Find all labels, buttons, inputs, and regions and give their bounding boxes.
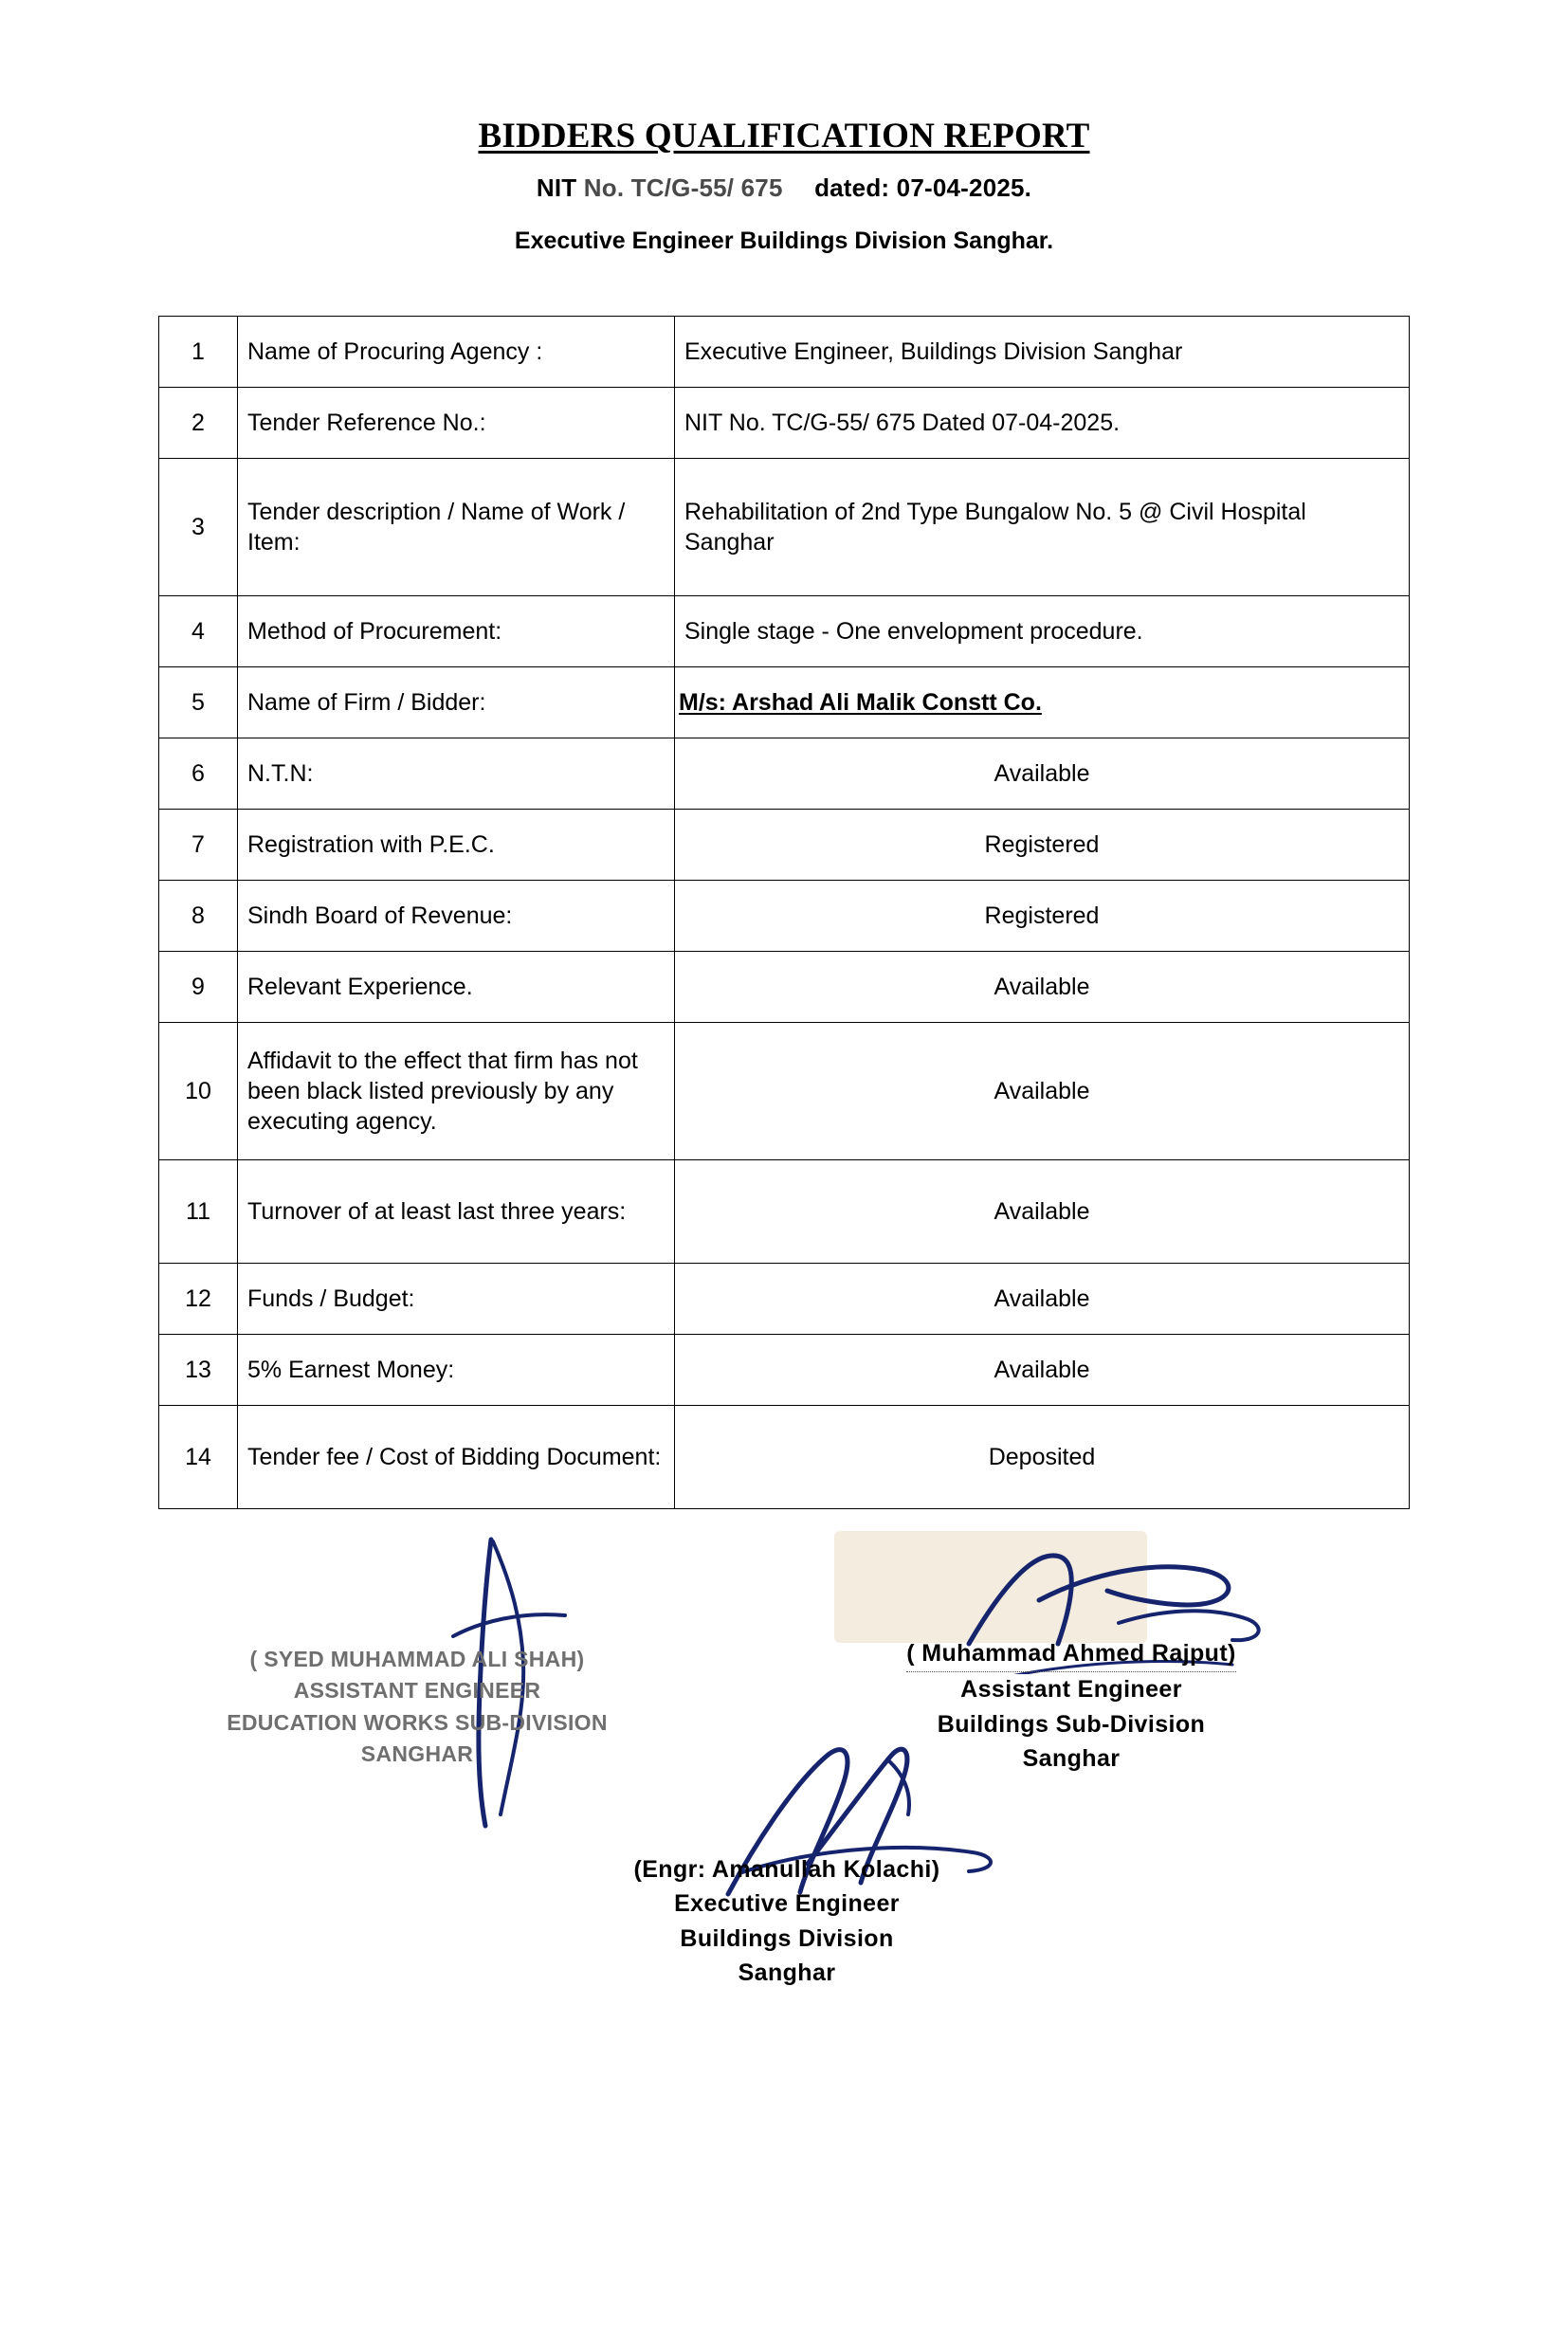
row-label: Registration with P.E.C. bbox=[238, 810, 675, 881]
row-label: Tender fee / Cost of Bidding Document: bbox=[238, 1406, 675, 1509]
table-row bbox=[159, 1264, 1410, 1335]
row-serial: 14 bbox=[159, 1406, 238, 1509]
row-label: Turnover of at least last three years: bbox=[238, 1160, 675, 1264]
signature-right-name-text: ( Muhammad Ahmed Rajput) bbox=[906, 1636, 1236, 1672]
qualification-table-wrap bbox=[158, 316, 1410, 1509]
row-value: Rehabilitation of 2nd Type Bungalow No. 5 @ Civil Hospital Sanghar bbox=[675, 459, 1410, 596]
row-label: Tender Reference No.: bbox=[238, 388, 675, 459]
row-serial: 5 bbox=[159, 667, 238, 738]
nit-reference: No. TC/G-55/ 675 bbox=[583, 173, 783, 202]
row-serial: 8 bbox=[159, 881, 238, 952]
row-value: Registered bbox=[675, 810, 1410, 881]
signature-bottom-place: Sanghar bbox=[738, 1959, 836, 1986]
row-value: NIT No. TC/G-55/ 675 Dated 07-04-2025. bbox=[675, 388, 1410, 459]
row-value: Available bbox=[675, 738, 1410, 810]
row-serial: 2 bbox=[159, 388, 238, 459]
row-label: Tender description / Name of Work / Item: bbox=[238, 459, 675, 596]
signature-block-left bbox=[190, 1644, 645, 1770]
row-value: Available bbox=[675, 1335, 1410, 1406]
row-value: Available bbox=[675, 1023, 1410, 1160]
row-value: Registered bbox=[675, 881, 1410, 952]
row-serial: 4 bbox=[159, 596, 238, 667]
signature-block-right bbox=[815, 1636, 1327, 1776]
signature-right-designation: Assistant Engineer bbox=[960, 1676, 1182, 1704]
table-row bbox=[159, 952, 1410, 1023]
signature-right-place: Sanghar bbox=[1022, 1744, 1121, 1772]
row-value: Deposited bbox=[675, 1406, 1410, 1509]
row-label: Relevant Experience. bbox=[238, 952, 675, 1023]
office-line: Executive Engineer Buildings Division Sanghar. bbox=[514, 228, 1054, 254]
row-serial: 11 bbox=[159, 1160, 238, 1264]
row-serial: 3 bbox=[159, 459, 238, 596]
signature-bottom-division: Buildings Division bbox=[680, 1924, 894, 1952]
page-title: BIDDERS QUALIFICATION REPORT bbox=[478, 117, 1090, 155]
signature-left-place: SANGHAR bbox=[360, 1741, 474, 1767]
row-label: Funds / Budget: bbox=[238, 1264, 675, 1335]
row-label: Method of Procurement: bbox=[238, 596, 675, 667]
signature-bottom-designation: Executive Engineer bbox=[674, 1890, 900, 1918]
nit-date: dated: 07-04-2025. bbox=[814, 173, 1032, 202]
row-value: Single stage - One envelopment procedure. bbox=[675, 596, 1410, 667]
document-header bbox=[0, 116, 1568, 255]
signature-left-designation: ASSISTANT ENGINEER bbox=[293, 1678, 541, 1704]
row-serial: 1 bbox=[159, 317, 238, 388]
row-serial: 9 bbox=[159, 952, 238, 1023]
table-row bbox=[159, 1023, 1410, 1160]
signature-left-name: ( SYED MUHAMMAD ALI SHAH) bbox=[249, 1647, 585, 1671]
row-serial: 13 bbox=[159, 1335, 238, 1406]
row-serial: 7 bbox=[159, 810, 238, 881]
row-value: Available bbox=[675, 1264, 1410, 1335]
nit-label: NIT bbox=[536, 173, 577, 202]
row-serial: 6 bbox=[159, 738, 238, 810]
row-value-bidder bbox=[675, 667, 1410, 738]
row-label: N.T.N: bbox=[238, 738, 675, 810]
signature-bottom-name: (Engr: Amanullah Kolachi) bbox=[633, 1856, 940, 1883]
signature-right-name bbox=[815, 1636, 1327, 1672]
row-label: Affidavit to the effect that firm has not been black listed previously by any executing agency. bbox=[238, 1023, 675, 1160]
table-row bbox=[159, 738, 1410, 810]
table-row bbox=[159, 881, 1410, 952]
table-row bbox=[159, 667, 1410, 738]
document-page bbox=[0, 116, 1568, 2333]
signature-block-bottom bbox=[531, 1852, 1043, 1990]
table-row bbox=[159, 1335, 1410, 1406]
table-row bbox=[159, 388, 1410, 459]
table-row bbox=[159, 317, 1410, 388]
row-serial: 10 bbox=[159, 1023, 238, 1160]
row-value: Available bbox=[675, 1160, 1410, 1264]
nit-line bbox=[0, 173, 1568, 203]
signature-area bbox=[0, 1530, 1568, 2023]
row-label: Sindh Board of Revenue: bbox=[238, 881, 675, 952]
row-label: 5% Earnest Money: bbox=[238, 1335, 675, 1406]
bidder-firm-name: M/s: Arshad Ali Malik Constt Co. bbox=[679, 689, 1042, 716]
row-value: Available bbox=[675, 952, 1410, 1023]
table-row bbox=[159, 459, 1410, 596]
table-row bbox=[159, 596, 1410, 667]
table-row bbox=[159, 1160, 1410, 1264]
signature-right-division: Buildings Sub-Division bbox=[937, 1710, 1206, 1738]
row-serial: 12 bbox=[159, 1264, 238, 1335]
row-value: Executive Engineer, Buildings Division Sanghar bbox=[675, 317, 1410, 388]
stamp-smudge bbox=[834, 1531, 1147, 1643]
table-row bbox=[159, 1406, 1410, 1509]
row-label: Name of Procuring Agency : bbox=[238, 317, 675, 388]
qualification-table bbox=[158, 316, 1410, 1509]
signature-left-division: EDUCATION WORKS SUB-DIVISION bbox=[227, 1709, 608, 1735]
table-row bbox=[159, 810, 1410, 881]
row-label: Name of Firm / Bidder: bbox=[238, 667, 675, 738]
